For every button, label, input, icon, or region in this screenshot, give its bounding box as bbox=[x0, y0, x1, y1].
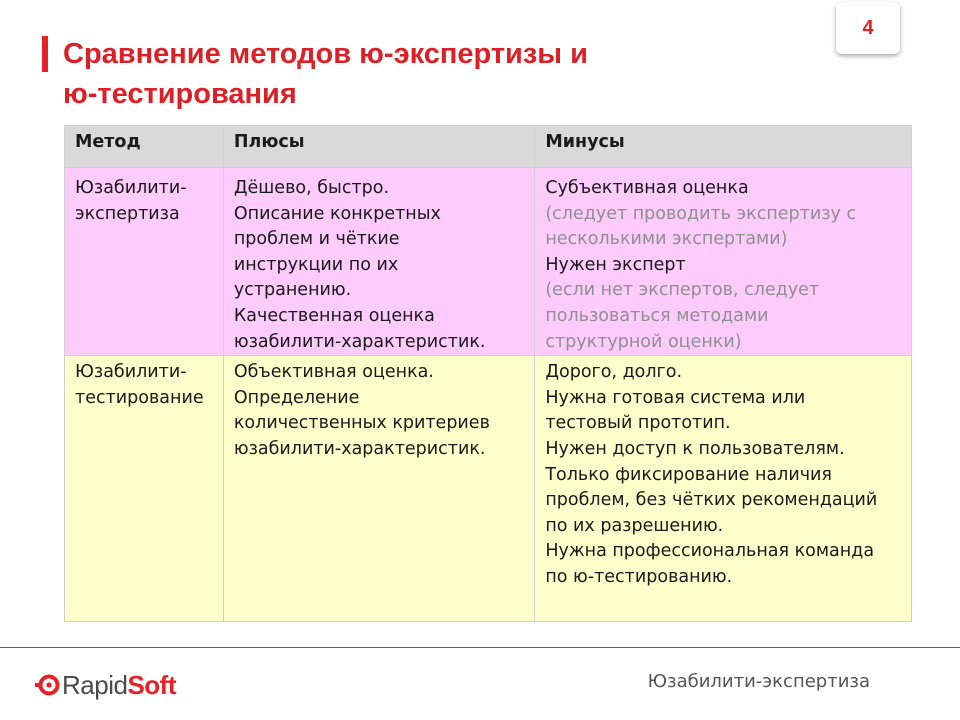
cell-line: тестирование bbox=[75, 387, 204, 408]
pros-cell bbox=[223, 356, 534, 622]
rapidsoft-logo bbox=[34, 670, 176, 700]
cell-line-note: несколькими экспертами) bbox=[545, 229, 788, 250]
pros-cell bbox=[223, 168, 534, 356]
footer-caption: Юзабилити-экспертиза bbox=[647, 671, 870, 692]
page-number: 4 bbox=[862, 17, 874, 39]
cell-line: по их разрешению. bbox=[545, 515, 724, 536]
cell-line: Описание конкретных bbox=[233, 203, 441, 224]
page-number-badge bbox=[836, 2, 900, 54]
cell-line: Субъективная оценка bbox=[545, 178, 749, 198]
cons-cell bbox=[535, 356, 912, 622]
slide-title-line-1: Сравнение методов ю-экспертизы и bbox=[63, 38, 588, 70]
cell-line: количественных критериев bbox=[233, 413, 490, 434]
cell-line: юзабилити-характеристик. bbox=[233, 331, 486, 352]
comparison-table bbox=[64, 125, 912, 622]
cell-line: проблем и чёткие bbox=[233, 229, 400, 250]
cell-line: Дёшево, быстро. bbox=[233, 178, 390, 198]
method-cell bbox=[65, 168, 224, 356]
cell-line-note: (следует проводить экспертизу с bbox=[545, 203, 857, 224]
cell-line: Дорого, долго. bbox=[545, 362, 683, 383]
cons-cell bbox=[535, 168, 912, 356]
header-cons: Минусы bbox=[535, 126, 912, 168]
cell-line: по ю-тестированию. bbox=[545, 566, 733, 587]
cell-line: проблем, без чётких рекомендаций bbox=[545, 490, 878, 511]
cell-line: инструкции по их bbox=[233, 254, 399, 275]
header-pros: Плюсы bbox=[223, 126, 534, 168]
cell-line-note: пользоваться методами bbox=[545, 305, 769, 326]
cell-line: Нужна готовая система или bbox=[545, 387, 806, 408]
cell-line-note: структурной оценки) bbox=[545, 331, 742, 352]
method-cell bbox=[65, 356, 224, 622]
cell-line: тестовый прототип. bbox=[545, 413, 731, 434]
table-row bbox=[65, 168, 912, 356]
cell-line: Нужен эксперт bbox=[545, 254, 686, 275]
cell-line: Нужен доступ к пользователям. bbox=[545, 438, 845, 459]
logo-text-rapid: Rapid bbox=[62, 669, 128, 700]
cell-line: Определение bbox=[233, 387, 360, 408]
cell-line: устранению. bbox=[233, 280, 352, 301]
cell-line: Объективная оценка. bbox=[233, 362, 434, 383]
cell-line: Юзабилити- bbox=[75, 362, 187, 383]
slide-title bbox=[63, 34, 763, 114]
cell-line: Только фиксирование наличия bbox=[545, 464, 832, 485]
rapidsoft-logo-icon bbox=[34, 672, 60, 698]
table-row bbox=[65, 356, 912, 622]
logo-text-soft: Soft bbox=[127, 669, 176, 700]
cell-line: Юзабилити- bbox=[75, 178, 187, 198]
cell-line: Нужна профессиональная команда bbox=[545, 541, 875, 562]
footer-divider bbox=[0, 647, 960, 648]
slide-title-line-2: ю-тестирования bbox=[63, 78, 297, 110]
table-header-row bbox=[65, 126, 912, 168]
title-accent-bar bbox=[42, 36, 48, 72]
cell-line: экспертиза bbox=[75, 203, 180, 224]
header-method: Метод bbox=[65, 126, 224, 168]
cell-line: юзабилити-характеристик. bbox=[233, 438, 486, 459]
cell-line-note: (если нет экспертов, следует bbox=[545, 280, 820, 301]
cell-line: Качественная оценка bbox=[233, 305, 435, 326]
